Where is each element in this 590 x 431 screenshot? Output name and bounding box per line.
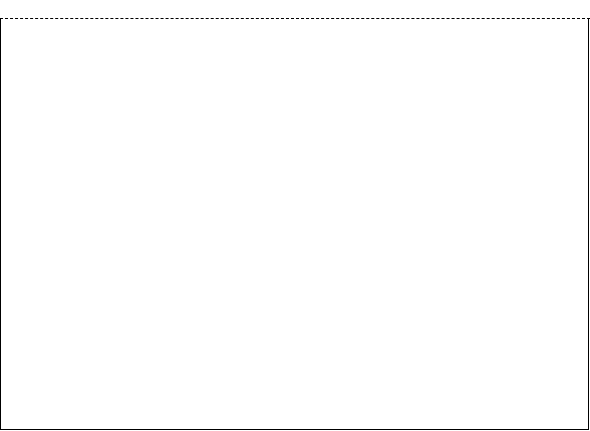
- table-row: [0, 137, 590, 156]
- table-row: [0, 215, 590, 234]
- table-row: [0, 176, 590, 195]
- table-row: [0, 79, 590, 98]
- table-row: [0, 98, 590, 117]
- table-row: [0, 40, 590, 59]
- table-row: [0, 273, 590, 292]
- table-row: [0, 118, 590, 137]
- table-row: [0, 234, 590, 253]
- table-row: [0, 253, 590, 272]
- table-row: [0, 59, 590, 78]
- table-row: [0, 195, 590, 214]
- table-row: [0, 156, 590, 175]
- table-row: [0, 21, 590, 40]
- table-header: [0, 0, 590, 19]
